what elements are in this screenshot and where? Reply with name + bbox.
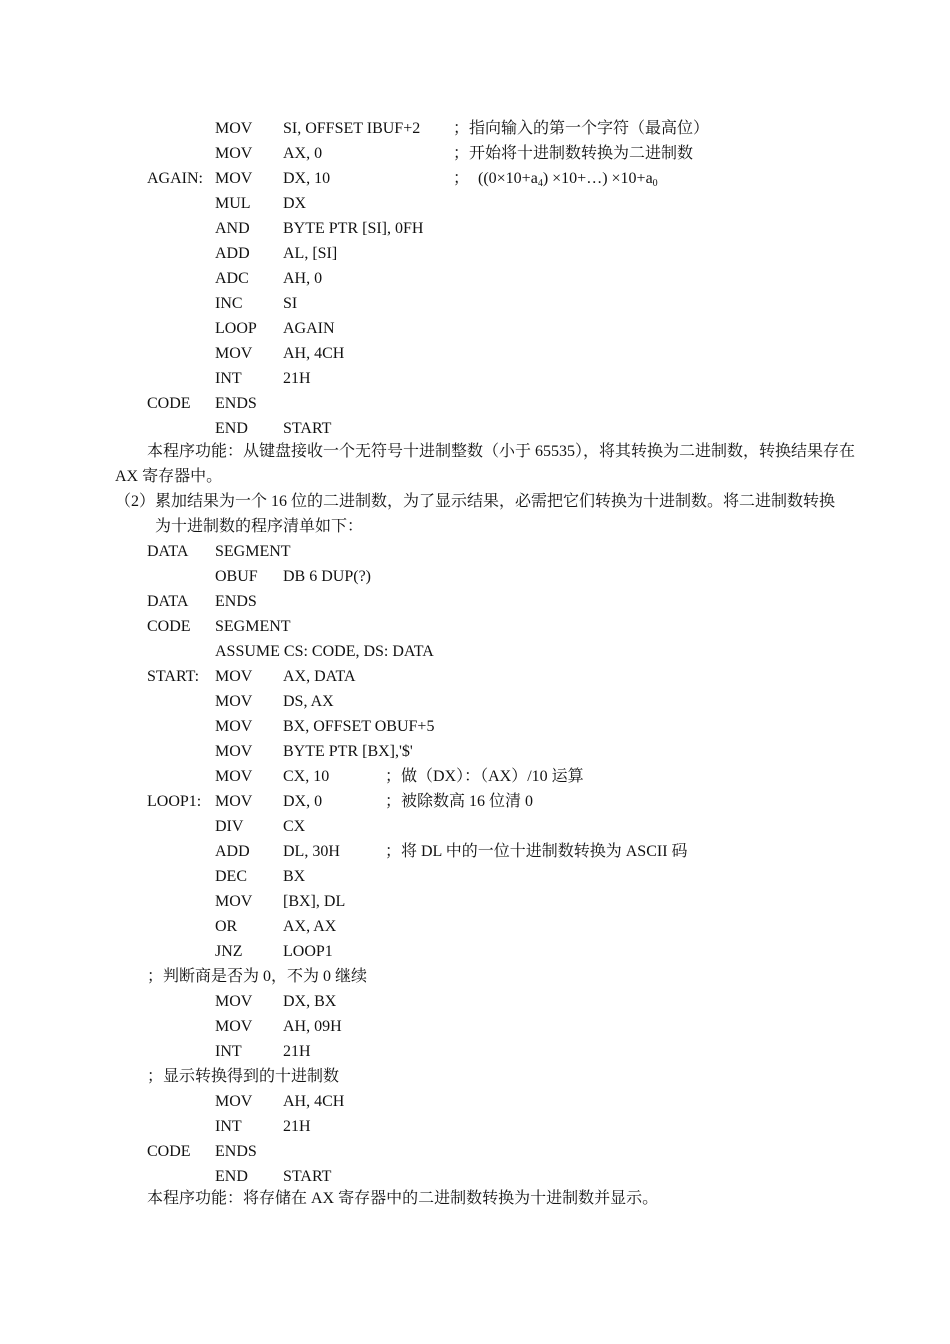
code-opcode: INC xyxy=(215,295,243,312)
code-line xyxy=(0,714,950,739)
code-label: LOOP1: xyxy=(147,793,202,810)
code-line xyxy=(0,141,950,166)
code-label: CODE xyxy=(147,618,191,635)
code-opcode: MOV xyxy=(215,893,253,910)
code-operands: DX xyxy=(283,195,307,212)
code-line xyxy=(0,266,950,291)
code-label: ；显示转换得到的十进制数 xyxy=(147,1068,340,1085)
code-line xyxy=(0,191,950,216)
code-line xyxy=(0,739,950,764)
code-opcode: MOV xyxy=(215,693,253,710)
code-operands: DX, BX xyxy=(283,993,337,1010)
code-operands: DB 6 DUP(?) xyxy=(283,568,371,585)
code-opcode: OBUF xyxy=(215,568,258,585)
paragraph-2-line-1: （2）累加结果为一个 16 位的二进制数，为了显示结果，必需把它们转换为十进制数。将二进制数转换 xyxy=(115,493,836,510)
code-opcode: ENDS xyxy=(215,395,257,412)
paragraph-function-2: 本程序功能：将存储在 AX 寄存器中的二进制数转换为十进制数并显示。 xyxy=(147,1190,659,1207)
code-opcode: MOV xyxy=(215,120,253,137)
code-operands: CX, 10 xyxy=(283,768,330,785)
code-operands: 21H xyxy=(283,1118,311,1135)
code-comment: ；指向输入的第一个字符（最高位） xyxy=(453,120,710,137)
code-operands: [BX], DL xyxy=(283,893,346,910)
code-operands: AL, [SI] xyxy=(283,245,338,262)
formula-line xyxy=(0,166,950,191)
code-line xyxy=(0,589,950,614)
code-line xyxy=(0,366,950,391)
code-operands: AGAIN xyxy=(283,320,335,337)
code-line xyxy=(0,639,950,664)
code-label: CODE xyxy=(147,1143,191,1160)
code-operands: BYTE PTR [BX],'$' xyxy=(283,743,413,760)
code-line xyxy=(0,864,950,889)
code-opcode: DIV xyxy=(215,818,244,835)
code-opcode: ENDS xyxy=(215,593,257,610)
code-opcode: ADD xyxy=(215,843,250,860)
code-opcode: END xyxy=(215,1168,248,1185)
code-label: DATA xyxy=(147,593,189,610)
code-operands: DX, 0 xyxy=(283,793,323,810)
code-opcode: END xyxy=(215,420,248,437)
code-opcode: MUL xyxy=(215,195,251,212)
code-line xyxy=(0,664,950,689)
recurrence-formula: ($(0\times 10+a_4)$ ×10+…) $\times 10+a_0$ xyxy=(478,170,658,189)
paragraph-function-1: 本程序功能：从键盘接收一个无符号十进制整数（小于 65535），将其转换为二进制数，转换结果存在 AX 寄存器中。 xyxy=(115,443,856,485)
code-operands: START xyxy=(283,1168,332,1185)
code-operands: SI xyxy=(283,295,298,312)
code-opcode: MOV xyxy=(215,145,253,162)
code-label: DATA xyxy=(147,543,189,560)
code-line xyxy=(0,116,950,141)
code-comment: ；将 DL 中的一位十进制数转换为 ASCII 码 xyxy=(385,843,688,860)
code-opcode: MOV xyxy=(215,668,253,685)
code-operands: AX, AX xyxy=(283,918,337,935)
code-line xyxy=(0,1114,950,1139)
code-line xyxy=(0,316,950,341)
code-opcode: MOV xyxy=(215,345,253,362)
code-opcode: SEGMENT xyxy=(215,618,291,635)
code-operands: START xyxy=(283,420,332,437)
code-opcode: LOOP xyxy=(215,320,257,337)
code-comment: ；做（DX）：（AX）/10 运算 xyxy=(385,768,584,785)
code-operands: DS, AX xyxy=(283,693,334,710)
code-operands: DL, 30H xyxy=(283,843,340,860)
code-opcode: MOV xyxy=(215,718,253,735)
code-comment: ；开始将十进制数转换为二进制数 xyxy=(453,145,694,162)
code-opcode: INT xyxy=(215,370,242,387)
code-operands: 21H xyxy=(283,370,311,387)
code-operands: AH, 4CH xyxy=(283,345,345,362)
code-line xyxy=(0,1089,950,1114)
code-line xyxy=(0,814,950,839)
code-line xyxy=(0,539,950,564)
code-line xyxy=(0,614,950,639)
code-opcode: JNZ xyxy=(215,943,243,960)
code-line xyxy=(0,914,950,939)
code-label: START: xyxy=(147,668,200,685)
code-opcode: SEGMENT xyxy=(215,543,291,560)
code-line xyxy=(0,1039,950,1064)
code-operands: SI, OFFSET IBUF+2 xyxy=(283,120,421,137)
code-operands: BYTE PTR [SI], 0FH xyxy=(283,220,424,237)
code-opcode: OR xyxy=(215,918,238,935)
code-line xyxy=(0,216,950,241)
code-operands: LOOP1 xyxy=(283,943,333,960)
code-line xyxy=(0,689,950,714)
code-line xyxy=(0,341,950,366)
code-opcode: MOV xyxy=(215,743,253,760)
code-opcode: DEC xyxy=(215,868,247,885)
code-line xyxy=(0,291,950,316)
code-operands: AH, 4CH xyxy=(283,1093,345,1110)
code-operands: CX xyxy=(283,818,306,835)
code-operands: AH, 0 xyxy=(283,270,323,287)
code-operands: AX, 0 xyxy=(283,145,323,162)
code-operands: AH, 09H xyxy=(283,1018,342,1035)
code-line xyxy=(0,391,950,416)
code-line xyxy=(0,1139,950,1164)
code-opcode: INT xyxy=(215,1118,242,1135)
code-line xyxy=(0,564,950,589)
code-opcode: ENDS xyxy=(215,1143,257,1160)
code-opcode: MOV xyxy=(215,1018,253,1035)
code-line xyxy=(0,939,950,964)
code-line xyxy=(0,764,950,789)
code-label: ；判断商是否为 0，不为 0 继续 xyxy=(147,968,368,985)
code-operands: 21H xyxy=(283,1043,311,1060)
code-opcode: ASSUME CS: CODE, DS: DATA xyxy=(215,643,434,660)
code-opcode: MOV xyxy=(215,793,253,810)
code-opcode: AND xyxy=(215,220,250,237)
code-line xyxy=(0,1064,950,1089)
code-comment: ；被除数高 16 位清 0 xyxy=(385,793,534,810)
code-label: AGAIN: xyxy=(147,170,203,187)
paragraph-2-line-2: 为十进制数的程序清单如下： xyxy=(155,518,364,535)
code-opcode: MOV xyxy=(215,170,253,187)
code-comment: ； xyxy=(453,170,470,187)
code-line xyxy=(0,241,950,266)
code-line xyxy=(0,789,950,814)
code-line xyxy=(0,1014,950,1039)
code-opcode: INT xyxy=(215,1043,242,1060)
code-operands: DX, 10 xyxy=(283,170,331,187)
code-line xyxy=(0,416,950,441)
code-opcode: ADD xyxy=(215,245,250,262)
code-operands: BX xyxy=(283,868,306,885)
code-operands: BX, OFFSET OBUF+5 xyxy=(283,718,435,735)
code-label: CODE xyxy=(147,395,191,412)
code-line xyxy=(0,964,950,989)
code-opcode: MOV xyxy=(215,993,253,1010)
code-line xyxy=(0,889,950,914)
code-opcode: MOV xyxy=(215,1093,253,1110)
code-opcode: ADC xyxy=(215,270,249,287)
code-opcode: MOV xyxy=(215,768,253,785)
code-operands: AX, DATA xyxy=(283,668,356,685)
code-line xyxy=(0,989,950,1014)
code-line xyxy=(0,839,950,864)
